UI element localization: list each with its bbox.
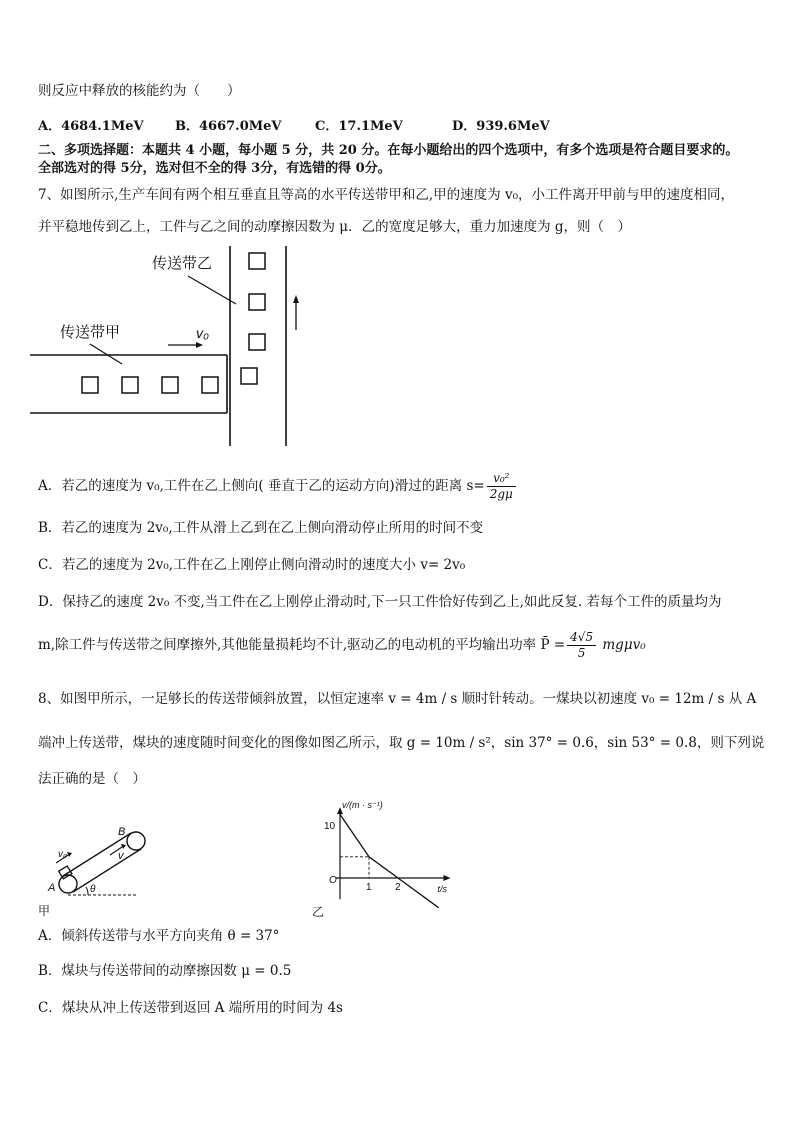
y-tick-label: 10 xyxy=(324,821,336,832)
q7-option-d-text: m,除工件与传送带之间摩擦外,其他能量损耗均不计,驱动乙的电动机的平均输出功率 P̄ = xyxy=(38,637,566,653)
q7-option-a xyxy=(38,471,518,502)
pulley-b xyxy=(127,832,145,850)
label-b: B xyxy=(118,826,126,838)
velocity-arrowhead-a xyxy=(196,342,203,348)
x-axis-label: t/s xyxy=(437,884,448,894)
x-tick-label: 2 xyxy=(395,882,401,893)
v0-arrowhead xyxy=(67,852,72,857)
belt-bottom-edge xyxy=(73,849,141,892)
x-axis-arrowhead xyxy=(444,875,451,881)
pulley-a xyxy=(59,875,77,893)
belt-a-leader-line xyxy=(90,344,122,364)
q8-stem-line3: 法正确的是（ ） xyxy=(38,771,146,787)
fraction-numerator: 4√5 xyxy=(567,630,596,646)
workpiece xyxy=(241,368,257,384)
label-v0: v₀ xyxy=(58,849,68,860)
belt-b-leader-line xyxy=(188,276,236,304)
q8-option-b: B．煤块与传送带间的动摩擦因数 μ = 0.5 xyxy=(38,963,292,979)
fraction-denominator: 5 xyxy=(577,646,586,660)
q7-option-d-line2 xyxy=(38,630,646,661)
label-v: v xyxy=(118,850,124,862)
q8-stem-line1: 8、如图甲所示，一足够长的传送带倾斜放置，以恒定速率 v = 4m / s 顺时针转动。一煤块以初速度 v₀ = 12m / s 从 A xyxy=(38,691,757,707)
figure-caption-jia: 甲 xyxy=(38,904,51,918)
q6-option-d: D．939.6MeV xyxy=(452,119,550,134)
fraction-numerator: v₀² xyxy=(487,471,516,487)
section2-heading: 二、多项选择题：本题共 4 小题，每小题 5 分，共 20 分。在每小题给出的四个选项中，有多个选项是符合题目要求的。 xyxy=(38,143,739,158)
q8-option-c: C．煤块从冲上传送带到返回 A 端所用的时间为 4s xyxy=(38,1000,343,1016)
x-tick-label: 1 xyxy=(366,882,372,893)
workpiece xyxy=(249,334,265,350)
q8-incline-figure xyxy=(34,815,174,920)
q7-option-d-line1: D．保持乙的速度 2v₀ 不变,当工件在乙上刚停止滑动时,下一只工件恰好传到乙上,如此反复. 若每个工件的质量均为 xyxy=(38,594,722,610)
y-axis-label: v/(m · s⁻¹) xyxy=(342,800,383,810)
q7-stem-line1: 7、如图所示,生产车间有两个相互垂直且等高的水平传送带甲和乙,甲的速度为 v₀，小工件离开甲前与甲的速度相同， xyxy=(38,187,734,203)
workpiece xyxy=(249,253,265,269)
fraction-denominator: 2gμ xyxy=(489,487,513,501)
velocity-label-v0: v₀ xyxy=(196,325,209,341)
workpiece xyxy=(162,377,178,393)
belt-b-label: 传送带乙 xyxy=(152,255,213,272)
label-theta: θ xyxy=(90,884,96,895)
q8-option-a: A．倾斜传送带与水平方向夹角 θ = 37° xyxy=(38,928,280,944)
q7-option-d-tail: mgμv₀ xyxy=(602,637,646,653)
series-line xyxy=(340,814,439,907)
q7-option-d-fraction xyxy=(567,630,596,661)
q7-conveyor-figure xyxy=(30,246,310,448)
workpiece xyxy=(249,294,265,310)
q6-option-a: A．4684.1MeV xyxy=(38,119,144,134)
workpiece xyxy=(82,377,98,393)
workpiece xyxy=(122,377,138,393)
label-a: A xyxy=(48,882,56,894)
velocity-arrowhead-b xyxy=(293,295,299,303)
q6-stem: 则反应中释放的核能约为（ ） xyxy=(38,83,241,99)
q7-option-b: B．若乙的速度为 2v₀,工件从滑上乙到在乙上侧向滑动停止所用的时间不变 xyxy=(38,520,484,536)
q8-stem-line2: 端冲上传送带，煤块的速度随时间变化的图像如图乙所示，取 g = 10m / s²，sin 37° = 0.6，sin 53° = 0.8，则下列说 xyxy=(38,735,765,751)
q6-option-c: C．17.1MeV xyxy=(315,119,403,134)
origin-label: O xyxy=(329,875,337,886)
workpiece xyxy=(202,377,218,393)
section2-scoring: 全部选对的得 5分，选对但不全的得 3分，有选错的得 0分。 xyxy=(38,161,391,176)
figure-caption-yi: 乙 xyxy=(312,905,325,919)
q8-vt-chart xyxy=(310,798,470,920)
v-arrowhead xyxy=(121,844,126,849)
angle-arc xyxy=(86,887,88,895)
q7-option-c: C．若乙的速度为 2v₀,工件在乙上刚停止侧向滑动时的速度大小 v= 2v₀ xyxy=(38,557,466,573)
q7-option-a-text: A．若乙的速度为 v₀,工件在乙上侧向( 垂直于乙的运动方向)滑过的距离 s= xyxy=(38,478,485,494)
q7-option-a-fraction xyxy=(487,471,516,502)
q7-stem-line2: 并平稳地传到乙上，工件与乙之间的动摩擦因数为 μ．乙的宽度足够大，重力加速度为 g，则（ ） xyxy=(38,219,631,235)
belt-a-label: 传送带甲 xyxy=(60,324,121,341)
q6-option-b: B．4667.0MeV xyxy=(175,119,282,134)
